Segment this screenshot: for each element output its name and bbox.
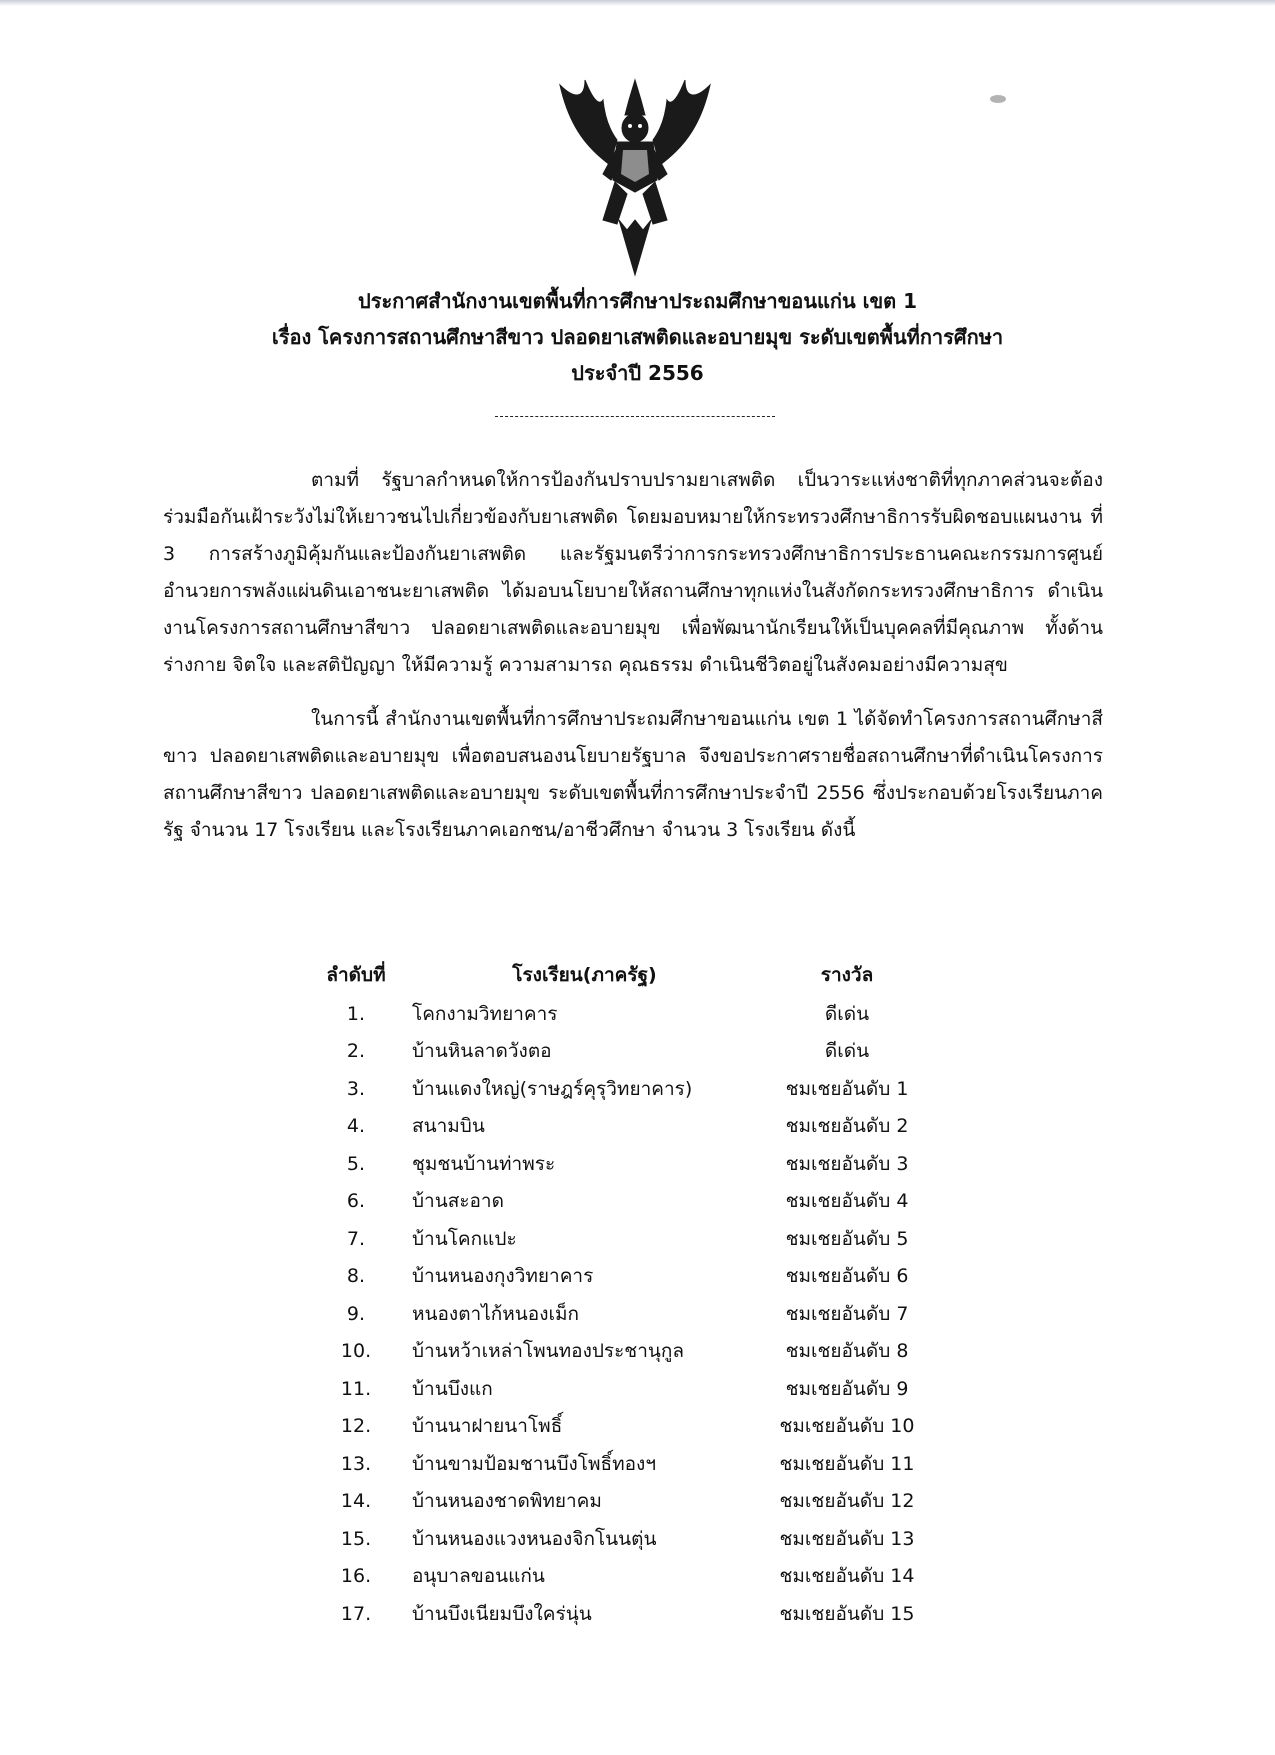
row-number: 1. <box>346 1002 366 1025</box>
row-number: 11. <box>340 1377 372 1400</box>
award-label: ชมเชยอันดับ 5 <box>785 1227 909 1250</box>
header-line-1: ประกาศสำนักงานเขตพื้นที่การศึกษาประถมศึกษาขอนแก่น เขต 1 <box>358 289 917 313</box>
row-number: 15. <box>340 1527 372 1550</box>
award-label: ชมเชยอันดับ 8 <box>785 1340 909 1363</box>
row-number: 10. <box>340 1340 372 1363</box>
row-number: 7. <box>346 1227 366 1250</box>
award-label: ชมเชยอันดับ 3 <box>785 1152 909 1175</box>
table-row <box>300 1070 960 1108</box>
award-label: ดีเด่น <box>824 1040 870 1063</box>
school-name: บ้านบึงเนียมบึงใคร่นุ่น <box>412 1602 592 1625</box>
header-award: รางวัล <box>820 964 874 986</box>
row-number: 3. <box>346 1077 366 1100</box>
school-name: บ้านหนองแวงหนองจิกโนนตุ่น <box>412 1527 657 1550</box>
award-label: ชมเชยอันดับ 14 <box>779 1565 915 1588</box>
award-label: ดีเด่น <box>824 1002 870 1025</box>
header-no: ลำดับที่ <box>326 964 386 986</box>
school-name: ชุมชนบ้านท่าพระ <box>412 1152 556 1175</box>
row-number: 12. <box>340 1415 372 1438</box>
header-line-2: เรื่อง โครงการสถานศึกษาสีขาว ปลอดยาเสพติดและอบายมุข ระดับเขตพื้นที่การศึกษา <box>271 325 1004 349</box>
announcement-body <box>163 462 1103 849</box>
school-name: บ้านบึงแก <box>412 1377 493 1400</box>
table-row <box>300 1183 960 1221</box>
table-row <box>300 1145 960 1183</box>
announcement-header <box>200 283 1075 391</box>
school-name: หนองตาไก้หนองเม็ก <box>412 1302 579 1325</box>
table-row <box>300 1108 960 1146</box>
table-body <box>300 995 960 1633</box>
table-row <box>300 1220 960 1258</box>
row-number: 2. <box>346 1040 366 1063</box>
school-name: บ้านหินลาดวังตอ <box>412 1040 552 1063</box>
paragraph-1: ตามที่ รัฐบาลกำหนดให้การป้องกันปราบปรามยาเสพติด เป็นวาระแห่งชาติที่ทุกภาคส่วนจะต้องร่วมมือกันเฝ้าระวังไม่ให้เยาวชนไปเกี่ยวข้องกับยาเสพติด โดยมอบหมายให้กระทรวงศึกษาธิการรับผิดชอบแผนงาน ที่ 3 การสร้างภูมิคุ้มกันและป้องกันยาเสพติด และรัฐมนตรีว่าการกระทรวงศึกษาธิการประธานคณะกรรมการศูนย์อำนวยการพลังแผ่นดินเอาชนะยาเสพติด ได้มอบนโยบายให้สถานศึกษาทุกแห่งในสังกัดกระทรวงศึกษาธิการ ดำเนินงานโครงการสถานศึกษาสีขาว ปลอดยาเสพติดและอบายมุข เพื่อพัฒนานักเรียนให้เป็นบุคคลที่มีคุณภาพ ทั้งด้านร่างกาย จิตใจ และสติปัญญา ให้มีความรู้ ความสามารถ คุณธรรม ดำเนินชีวิตอยู่ในสังคมอย่างมีความสุข <box>163 469 1103 676</box>
award-label: ชมเชยอันดับ 9 <box>785 1377 909 1400</box>
school-name: โคกงามวิทยาคาร <box>412 1002 558 1025</box>
row-number: 13. <box>340 1452 372 1475</box>
school-name: สนามบิน <box>412 1115 485 1138</box>
table-row <box>300 1258 960 1296</box>
table-row <box>300 1033 960 1071</box>
row-number: 14. <box>340 1490 372 1513</box>
school-name: อนุบาลขอนแก่น <box>412 1565 545 1588</box>
row-number: 5. <box>346 1152 366 1175</box>
award-label: ชมเชยอันดับ 13 <box>779 1527 915 1550</box>
row-number: 9. <box>346 1302 366 1325</box>
award-label: ชมเชยอันดับ 7 <box>785 1302 909 1325</box>
table-row <box>300 1483 960 1521</box>
header-line-3: ประจำปี 2556 <box>571 361 704 385</box>
table-row <box>300 1333 960 1371</box>
table-row <box>300 995 960 1033</box>
award-label: ชมเชยอันดับ 1 <box>785 1077 909 1100</box>
row-number: 4. <box>346 1115 366 1138</box>
school-name: บ้านหนองกุงวิทยาคาร <box>412 1265 594 1288</box>
school-name: บ้านแดงใหญ่(ราษฎร์คุรุวิทยาคาร) <box>412 1077 693 1100</box>
award-label: ชมเชยอันดับ 15 <box>779 1602 915 1625</box>
row-number: 16. <box>340 1565 372 1588</box>
table-row <box>300 1408 960 1446</box>
garuda-emblem-icon <box>555 70 715 280</box>
table-row <box>300 1445 960 1483</box>
scan-smudge <box>990 95 1006 103</box>
award-label: ชมเชยอันดับ 10 <box>779 1415 915 1438</box>
award-label: ชมเชยอันดับ 4 <box>785 1190 909 1213</box>
award-label: ชมเชยอันดับ 6 <box>785 1265 909 1288</box>
award-label: ชมเชยอันดับ 2 <box>785 1115 909 1138</box>
table-row <box>300 1558 960 1596</box>
header-name: โรงเรียน(ภาครัฐ) <box>512 964 657 986</box>
award-label: ชมเชยอันดับ 11 <box>779 1452 915 1475</box>
row-number: 6. <box>346 1190 366 1213</box>
table-row <box>300 1520 960 1558</box>
paragraph-2: ในการนี้ สำนักงานเขตพื้นที่การศึกษาประถมศึกษาขอนแก่น เขต 1 ได้จัดทำโครงการสถานศึกษาสีขาว ปลอดยาเสพติดและอบายมุข เพื่อตอบสนองนโยบายรัฐบาล จึงขอประกาศรายชื่อสถานศึกษาที่ดำเนินโครงการสถานศึกษาสีขาว ปลอดยาเสพติดและอบายมุข ระดับเขตพื้นที่การศึกษาประจำปี 2556 ซึ่งประกอบด้วยโรงเรียนภาครัฐ จำนวน 17 โรงเรียน และโรงเรียนภาคเอกชน/อาชีวศึกษา จำนวน 3 โรงเรียน ดังนี้ <box>163 708 1103 841</box>
row-number: 8. <box>346 1265 366 1288</box>
table-header <box>300 955 960 995</box>
school-awards-table <box>300 955 960 1633</box>
table-row <box>300 1295 960 1333</box>
school-name: บ้านโคกแปะ <box>412 1227 517 1250</box>
school-name: บ้านสะอาด <box>412 1190 504 1213</box>
table-row <box>300 1595 960 1633</box>
school-name: บ้านนาฝายนาโพธิ์ <box>412 1415 563 1438</box>
row-number: 17. <box>340 1602 372 1625</box>
school-name: บ้านหว้าเหล่าโพนทองประชานุกูล <box>412 1340 685 1363</box>
school-name: บ้านขามป้อมชานบึงโพธิ์ทองฯ <box>412 1452 656 1475</box>
header-separator <box>495 416 775 417</box>
table-row <box>300 1370 960 1408</box>
award-label: ชมเชยอันดับ 12 <box>779 1490 915 1513</box>
scan-edge <box>0 0 1275 6</box>
school-name: บ้านหนองชาดพิทยาคม <box>412 1490 602 1513</box>
